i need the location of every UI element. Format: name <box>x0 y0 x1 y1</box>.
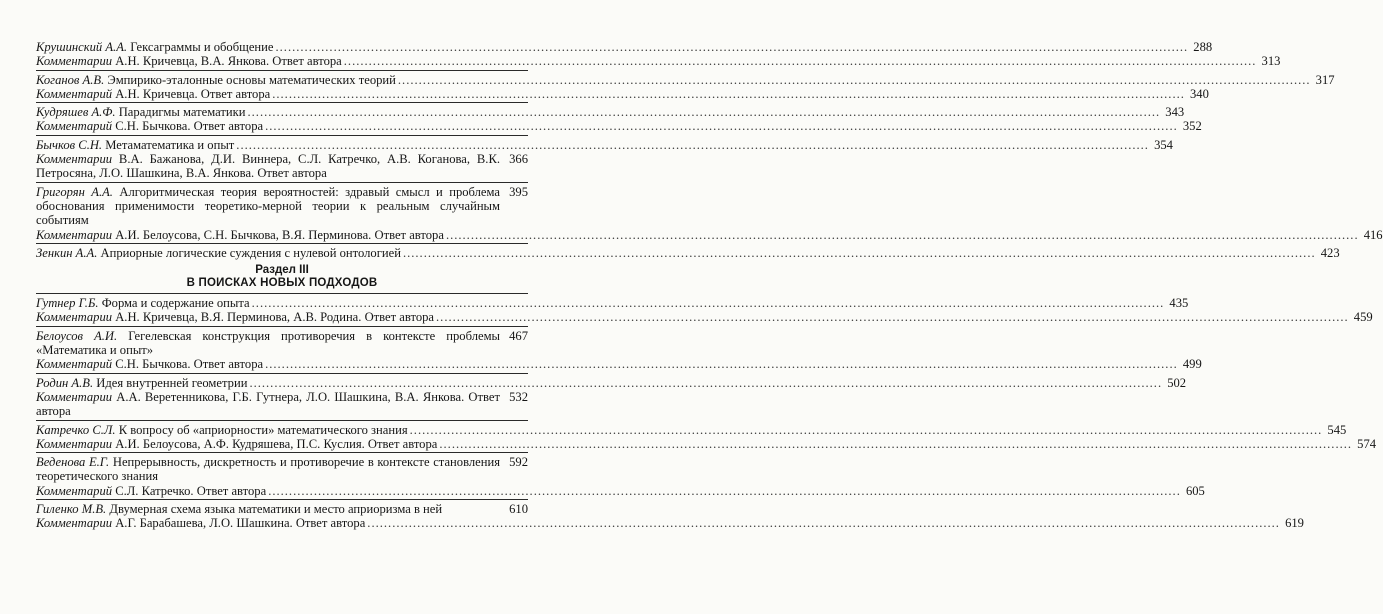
comment-line-text <box>36 87 270 101</box>
dot-leader <box>276 40 1189 54</box>
toc-entry <box>36 135 1173 181</box>
page-number: 435 <box>1169 296 1189 311</box>
entry-line-text <box>36 138 234 152</box>
toc-entries-section-3 <box>36 293 1377 531</box>
toc-entry <box>36 38 1281 69</box>
comment-label: Комментарии <box>36 54 113 69</box>
table-of-contents <box>36 38 1383 532</box>
comment-line-text <box>36 310 434 324</box>
comment-line-text <box>36 228 444 242</box>
comment-authors: В.А. Бажанова, Д.И. Виннера, С.Л. Катречко, А.В. Коганова, В.К. Петросяна, Л.О. Шашкина, В.А. Янкова. Ответ автора <box>36 152 500 181</box>
comment-line-text <box>36 516 365 530</box>
page-number: 288 <box>1193 40 1213 54</box>
entry-line <box>36 40 1213 54</box>
comment-label: Комментарий <box>36 119 113 134</box>
comment-line <box>36 86 1209 101</box>
page-number: 545 <box>1327 422 1347 437</box>
page-number: 610 <box>509 502 528 517</box>
comment-line-text <box>36 437 437 451</box>
toc-entry <box>36 102 1202 134</box>
comment-label: Комментарии <box>36 310 113 325</box>
page-number: 343 <box>1165 105 1185 120</box>
entry-author: Зенкин А.А. <box>36 245 98 260</box>
comment-authors: А.И. Белоусова, А.Ф. Кудряшева, П.С. Куслия. Ответ автора <box>112 436 438 451</box>
comment-label: Комментарий <box>36 86 113 101</box>
comment-line <box>36 516 1304 531</box>
entry-title: Эмпирико-эталонные основы математических теорий <box>104 72 396 87</box>
entry-author: Григорян А.А. <box>36 184 113 199</box>
comment-authors: С.Л. Катречко. Ответ автора <box>112 483 267 498</box>
comment-label: Комментарий <box>36 483 113 498</box>
comment-authors: А.Н. Кричевца, В.Я. Перминова, А.В. Родина. Ответ автора <box>112 310 435 325</box>
page-number: 340 <box>1190 86 1209 101</box>
page-number: 502 <box>1167 375 1187 390</box>
comment-label: Комментарии <box>36 436 113 451</box>
entry-line-text <box>36 455 500 483</box>
page-number: 532 <box>509 389 528 404</box>
entry-line <box>36 185 528 228</box>
comment-authors: С.Н. Бычкова. Ответ автора <box>112 119 264 134</box>
comment-line <box>36 357 1202 372</box>
entry-title: К вопросу об «априорности» математического знания <box>115 422 408 437</box>
toc-entry <box>36 420 1377 452</box>
toc-entry <box>36 326 1202 372</box>
page-number: 416 <box>1363 227 1383 242</box>
toc-entry <box>36 70 1335 102</box>
entry-author: Катречко С.Л. <box>36 422 116 437</box>
dot-leader <box>439 437 1352 451</box>
entry-author: Гиленко М.В. <box>36 502 107 517</box>
entry-line-text <box>36 376 247 390</box>
comment-line-text <box>36 152 500 180</box>
page-number: 317 <box>1315 72 1335 87</box>
entry-line <box>36 72 1335 87</box>
entry-title: Априорные логические суждения с нулевой онтологией <box>97 245 401 260</box>
entry-line-text <box>36 185 500 228</box>
page-number: 423 <box>1320 245 1340 260</box>
page-number: 313 <box>1261 54 1281 69</box>
toc-entry <box>36 499 1304 531</box>
comment-line <box>36 390 528 419</box>
page-number: 352 <box>1182 119 1202 134</box>
entry-line-text <box>36 502 442 516</box>
page-number: 354 <box>1154 137 1173 152</box>
entry-title: Гегелевская конструкция противоречия в контексте проблемы «Математика и опыт» <box>36 328 500 358</box>
entry-title: Непрерывность, дискретность и противоречие в контексте становления теоретического знания <box>36 455 500 484</box>
comment-authors: А.Н. Кричевца, В.А. Янкова. Ответ автора <box>112 54 342 69</box>
comment-line-text <box>36 484 266 498</box>
comment-line-text <box>36 390 500 418</box>
dot-leader <box>344 54 1257 68</box>
page-number: 395 <box>509 184 528 199</box>
comment-line-text <box>36 357 263 371</box>
dot-leader <box>398 73 1311 87</box>
comment-label: Комментарий <box>36 357 113 372</box>
entry-line-text <box>36 246 401 260</box>
section-title: В ПОИСКАХ НОВЫХ ПОДХОДОВ <box>186 277 378 290</box>
comment-line <box>36 483 1205 498</box>
page-number: 499 <box>1182 357 1202 372</box>
dot-leader <box>265 119 1178 133</box>
entry-title: Идея внутренней геометрии <box>93 375 248 390</box>
entry-line-text <box>36 105 246 119</box>
entry-author: Крушинский А.А. <box>36 40 128 54</box>
entry-title: Двумерная схема языка математики и место априоризма в ней <box>106 502 443 517</box>
entry-line <box>36 329 528 358</box>
comment-authors: А.А. Веретенникова, Г.Б. Гутнера, Л.О. Шашкина, В.А. Янкова. Ответ автора <box>36 389 500 419</box>
page-number: 619 <box>1285 516 1304 531</box>
page-number: 574 <box>1357 436 1377 451</box>
entry-line <box>36 105 1185 120</box>
entry-author: Кудряшев А.Ф. <box>36 105 116 120</box>
entry-line-text <box>36 40 274 54</box>
entry-author: Бычков С.Н. <box>36 137 103 152</box>
entry-line <box>36 245 1340 260</box>
section-number: Раздел III <box>255 264 309 277</box>
entry-author: Веденова Е.Г. <box>36 455 110 470</box>
page-number: 592 <box>509 455 528 470</box>
entry-title: Алгоритмическая теория вероятностей: здравый смысл и проблема обоснования применимости теоретико-мерной теории к реальным случайным событиям <box>36 184 500 228</box>
page-number: 467 <box>509 328 528 343</box>
dot-leader <box>236 138 1149 152</box>
comment-line <box>36 310 1373 325</box>
page-number: 605 <box>1185 483 1205 498</box>
dot-leader <box>248 105 1161 119</box>
entry-line <box>36 455 528 484</box>
entry-line <box>36 375 1187 390</box>
comment-label: Комментарии <box>36 152 113 167</box>
toc-entry <box>36 373 1187 419</box>
entry-line-text <box>36 329 500 357</box>
comment-authors: А.И. Белоусова, С.Н. Бычкова, В.Я. Перминова. Ответ автора <box>112 227 444 242</box>
dot-leader <box>272 87 1185 101</box>
toc-entries-part-2 <box>36 38 1383 260</box>
entry-author: Коганов А.В. <box>36 72 105 87</box>
dot-leader <box>410 423 1323 437</box>
entry-title: Парадигмы математики <box>115 105 246 120</box>
comment-label: Комментарии <box>36 227 113 242</box>
comment-line <box>36 436 1377 451</box>
dot-leader <box>252 296 1165 310</box>
entry-line <box>36 137 1173 152</box>
entry-author: Белоусов А.И. <box>36 328 118 343</box>
entry-line <box>36 502 528 516</box>
entry-line <box>36 422 1347 437</box>
entry-line <box>36 296 1189 311</box>
entry-title: Метаматематика и опыт <box>102 137 235 152</box>
entry-line-text <box>36 73 396 87</box>
entry-author: Родин А.В. <box>36 375 94 390</box>
toc-entry <box>36 243 1340 260</box>
toc-entry <box>36 182 1383 242</box>
dot-leader <box>268 484 1181 498</box>
entry-line-text <box>36 296 250 310</box>
comment-line-text <box>36 54 342 68</box>
dot-leader <box>436 310 1349 324</box>
page-number: 459 <box>1353 310 1373 325</box>
comment-authors: А.Г. Барабашева, Л.О. Шашкина. Ответ автора <box>112 516 366 531</box>
dot-leader <box>249 376 1162 390</box>
section-heading <box>36 264 528 290</box>
comment-line <box>36 152 528 181</box>
dot-leader <box>403 246 1316 260</box>
dot-leader <box>367 516 1280 530</box>
comment-line <box>36 54 1281 69</box>
dot-leader <box>446 228 1359 242</box>
comment-label: Комментарии <box>36 516 113 531</box>
entry-title: Форма и содержание опыта <box>98 296 250 311</box>
comment-line-text <box>36 119 263 133</box>
entry-line-text <box>36 423 408 437</box>
entry-title: Гексаграммы и обобщение <box>127 40 274 54</box>
toc-entry <box>36 452 1205 498</box>
comment-label: Комментарии <box>36 389 113 404</box>
entry-author: Гутнер Г.Б. <box>36 296 99 311</box>
comment-line <box>36 119 1202 134</box>
page-number: 366 <box>509 152 528 167</box>
comment-authors: С.Н. Бычкова. Ответ автора <box>112 357 264 372</box>
toc-entry <box>36 293 1373 325</box>
comment-line <box>36 227 1383 242</box>
comment-authors: А.Н. Кричевца. Ответ автора <box>112 86 271 101</box>
dot-leader <box>265 357 1178 371</box>
